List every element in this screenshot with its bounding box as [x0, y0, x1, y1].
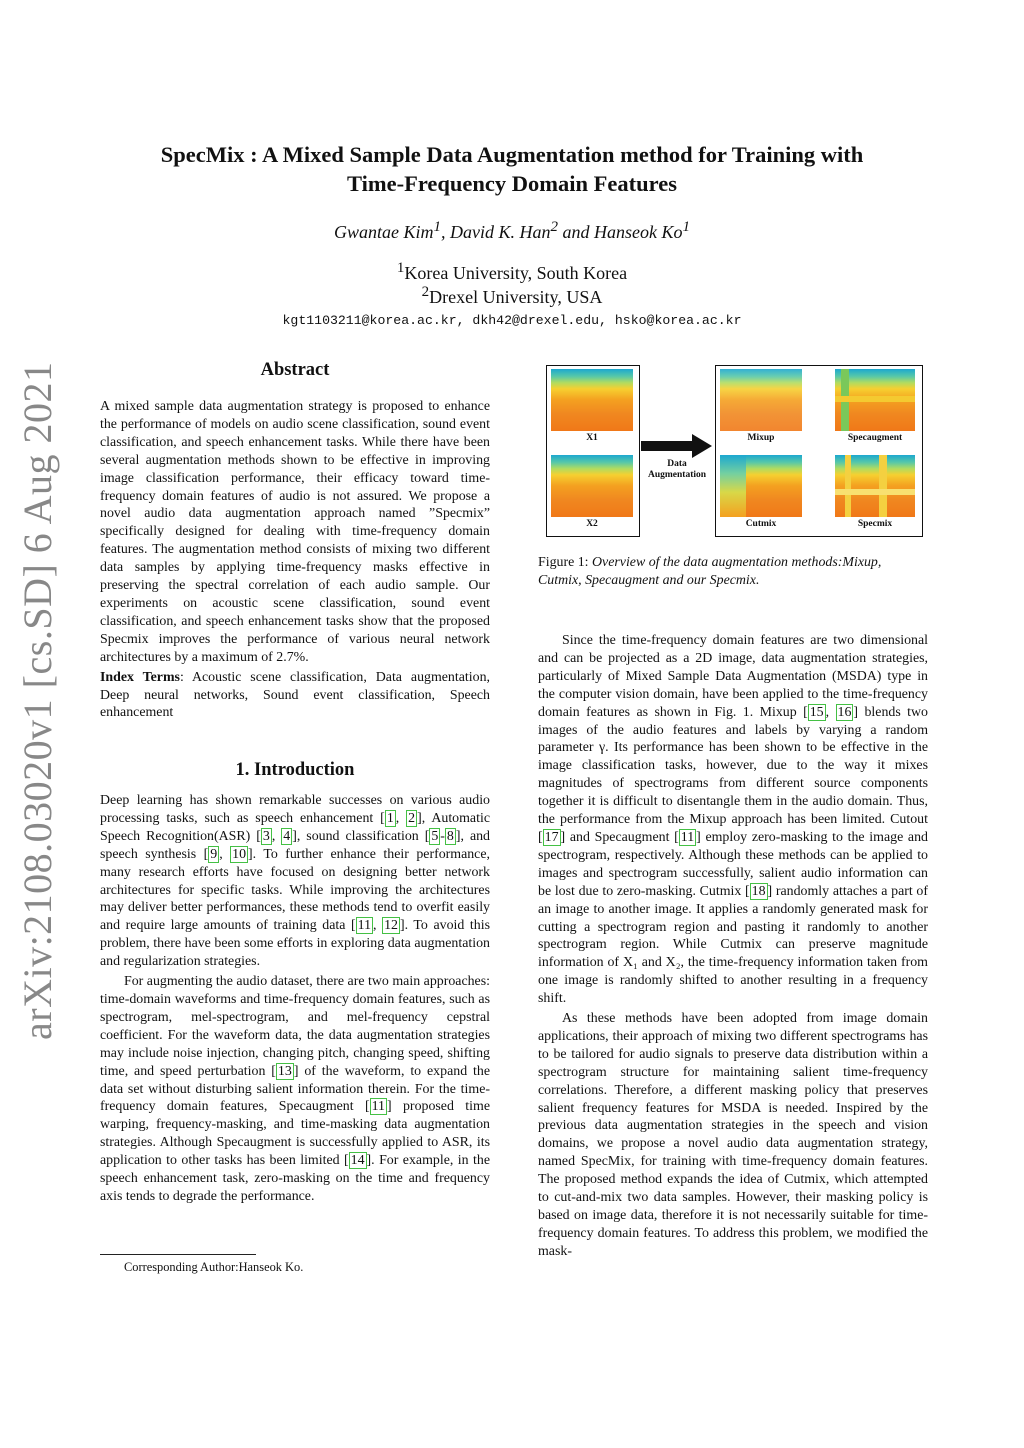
introduction-heading: 1. Introduction — [235, 760, 355, 780]
introduction-section — [100, 792, 490, 1206]
citation-link[interactable]: 17 — [544, 829, 559, 845]
paper-title — [90, 140, 934, 198]
title-line-2: Time-Frequency Domain Features — [347, 171, 677, 196]
label-x1: X1 — [586, 433, 598, 443]
citation-link[interactable]: 16 — [837, 704, 852, 720]
spectrogram-cutmix — [720, 455, 802, 517]
right-column-text — [538, 632, 928, 1261]
author-list — [90, 219, 934, 243]
citation-link[interactable]: 3 — [262, 828, 270, 844]
citation-link[interactable]: 15 — [809, 704, 824, 720]
spectrogram-specmix — [835, 455, 915, 517]
author-2: David K. Han$^2$ and — [450, 219, 594, 242]
citation-link[interactable]: 2 — [408, 810, 416, 826]
abstract-body: A mixed sample data augmentation strategy is proposed to enhance the performance of models on audio scene classification, sound event classification, and speech enhancement tasks. While there have been several augmentation methods shown to be effective in improving image classification performance, their efficacy toward time-frequency domain features of audio is not assured. We propose a novel audio data augmentation approach named ”Specmix” specifically designed for dealing with time-frequency domain features. The augmentation method consists of mixing two different data samples by applying time-frequency masks effective in preserving the spectral correlation of each audio sample. Our experiments on acoustic scene classification, sound event classification, and speech enhancement tasks show that the proposed Specmix improves the performance of various neural network architectures by a maximum of 2.7%. — [100, 399, 490, 665]
citation-link[interactable]: 4 — [283, 828, 291, 844]
label-specmix: Specmix — [857, 519, 893, 529]
citation-link[interactable]: 9 — [210, 846, 218, 862]
citation-link[interactable]: 18 — [751, 883, 766, 899]
citation-link[interactable]: 12 — [384, 918, 398, 934]
augmented-output-box — [715, 365, 923, 537]
abstract-section — [100, 398, 490, 722]
label-cutmix: Cutmix — [745, 519, 777, 529]
citation-link[interactable]: 14 — [350, 1153, 365, 1169]
title-line-1: SpecMix : A Mixed Sample Data Augmentation method for Training with — [160, 142, 864, 167]
citation-link[interactable]: 11 — [680, 829, 695, 845]
input-spectrogram-box — [546, 365, 640, 537]
citation-link[interactable]: 13 — [277, 1063, 292, 1079]
label-specaugment: Specaugment — [847, 433, 903, 443]
index-terms: Index Terms: Acoustic scene classification, Data augmentation, Deep neural networks, Sound event classification, Speech enhancement — [100, 669, 490, 721]
arxiv-side-label: arXiv:2108.03020v1 [cs.SD] 6 Aug 2021 — [15, 361, 60, 1040]
spectrogram-x1 — [551, 369, 633, 431]
affiliation-2: $^2$Drexel University, USA — [421, 284, 603, 307]
spectrogram-mixup — [720, 369, 802, 431]
figure-1-caption: Figure 1: Overview of the data augmentation methods:Mixup, Cutmix, Specaugment and our Specmix. — [538, 555, 882, 588]
footnote: Corresponding Author:Hanseok Ko. — [124, 1260, 304, 1274]
author-3: Hanseok Ko$^1$ — [594, 219, 690, 242]
label-x2: X2 — [586, 519, 598, 529]
label-data-augmentation: Data Augmentation — [647, 459, 707, 480]
citation-link[interactable]: 1 — [386, 810, 394, 826]
abstract-heading: Abstract — [260, 360, 330, 380]
label-mixup: Mixup — [747, 433, 775, 443]
citation-link[interactable]: 11 — [357, 918, 372, 934]
spectrogram-specaugment — [835, 369, 915, 431]
author-emails: kgt1103211@korea.ac.kr, dkh42@drexel.edu, hsko@korea.ac.kr — [282, 313, 742, 328]
citation-link[interactable]: 11 — [371, 1099, 385, 1115]
author-1: Gwantae Kim$^1$, — [333, 219, 450, 242]
arrow-right-icon — [640, 433, 714, 459]
citation-link[interactable]: 5 — [431, 828, 439, 844]
right-paragraph-1: Since the time-frequency domain features are two dimensional and can be projected as a 2D image, data augmentation strategies, particularly of Mixed Sample Data Augmentation (MSDA) type in the computer vision domain, have been applied to the time-frequency domain features as shown in Fig. 1. Mixup [ 15 , 16 ] blends two images of the audio features and labels by varying a random parameter γ. Its performance has been shown to be effective in the image classification tasks, however, due to the way it mixes magnitudes of spectrograms from different source components together it is difficult to disentangle them in the audio domain. Thus, the performance from the Mixup approach has been limited. Cutout [ 17 ] and Specaugment [ 11 ] employ zero-masking to the image and spectrogram, respectively. Although these methods can be applied to images and spectrogram successfully, salient audio information can be lost due to zero-masking. Cutmix [ 18 ] randomly attaches a part of an image to another image. It applies a randomly generated mask for cutting a spectrogram region and pasting it randomly to another spectrogram region. While Cutmix can preserve magnitude information of X₁ and X₂, the time-frequency information taken from one image is randomly shifted to another resulting in a frequency shift. — [538, 633, 928, 1007]
footnote-rule — [100, 1254, 256, 1255]
intro-paragraph-1: Deep learning has shown remarkable successes on various audio processing tasks, such as speech enhancement [ 1 , 2 ], Automatic Speech Recognition(ASR) [ 3 , 4 ], sound classification [ 5 - 8 ], and speech synthesis [ 9 , 10 ]. To further enhance their performance, many research efforts have focused on designing better network architectures for specific tasks. While improving the architectures may deliver better performances, these methods tend to overfit easily and require large amounts of training data [ 11 , 12 ]. To avoid this problem, there have been some efforts in exploring data augmentation and regularization strategies. — [100, 793, 490, 970]
spectrogram-x2 — [551, 455, 633, 517]
citation-link[interactable]: 8 — [446, 828, 454, 844]
affiliation-1: $^1$Korea University, South Korea — [396, 260, 628, 283]
right-paragraph-2: As these methods have been adopted from image domain applications, their approach of mixing two different spectrograms has to be tailored for audio signals to preserve data distribution within a spectrogram structure for maintaining salient time-frequency correlations. Therefore, a different masking policy that preserves salient frequency features for MSDA is needed. Inspired by the previous data augmentation strategies in the speech and vision domains, we propose a novel audio data augmentation strategy, named SpecMix, for training with time-frequency domain features. The proposed method expands the idea of Cutmix, which attempted to cut-and-mix two data samples. However, their masking policy is based on image data, therefore it is not necessarily suitable for time-frequency domain features. To address this problem, we modified the mask- — [538, 1011, 928, 1259]
citation-link[interactable]: 10 — [232, 846, 247, 862]
intro-paragraph-2: For augmenting the audio dataset, there are two main approaches: time-domain waveforms and time-frequency domain features, such as spectrogram, mel-spectrogram, and mel-frequency cepstral coefficient. For the waveform data, the data augmentation strategies may include noise injection, changing pitch, changing speed, shifting time, and speed perturbation [ 13 ] of the waveform, to expand the data set without disturbing salient information therein. For the time-frequency domain features, Specaugment [ 11 ] proposed time warping, frequency-masking, and time-masking data augmentation strategies. Although Specaugment is successfully applied to ASR, its application to other tasks has been limited [ 14 ]. For example, in the speech enhancement task, zero-masking on the time and frequency axis tends to degrade the performance. — [100, 974, 490, 1204]
